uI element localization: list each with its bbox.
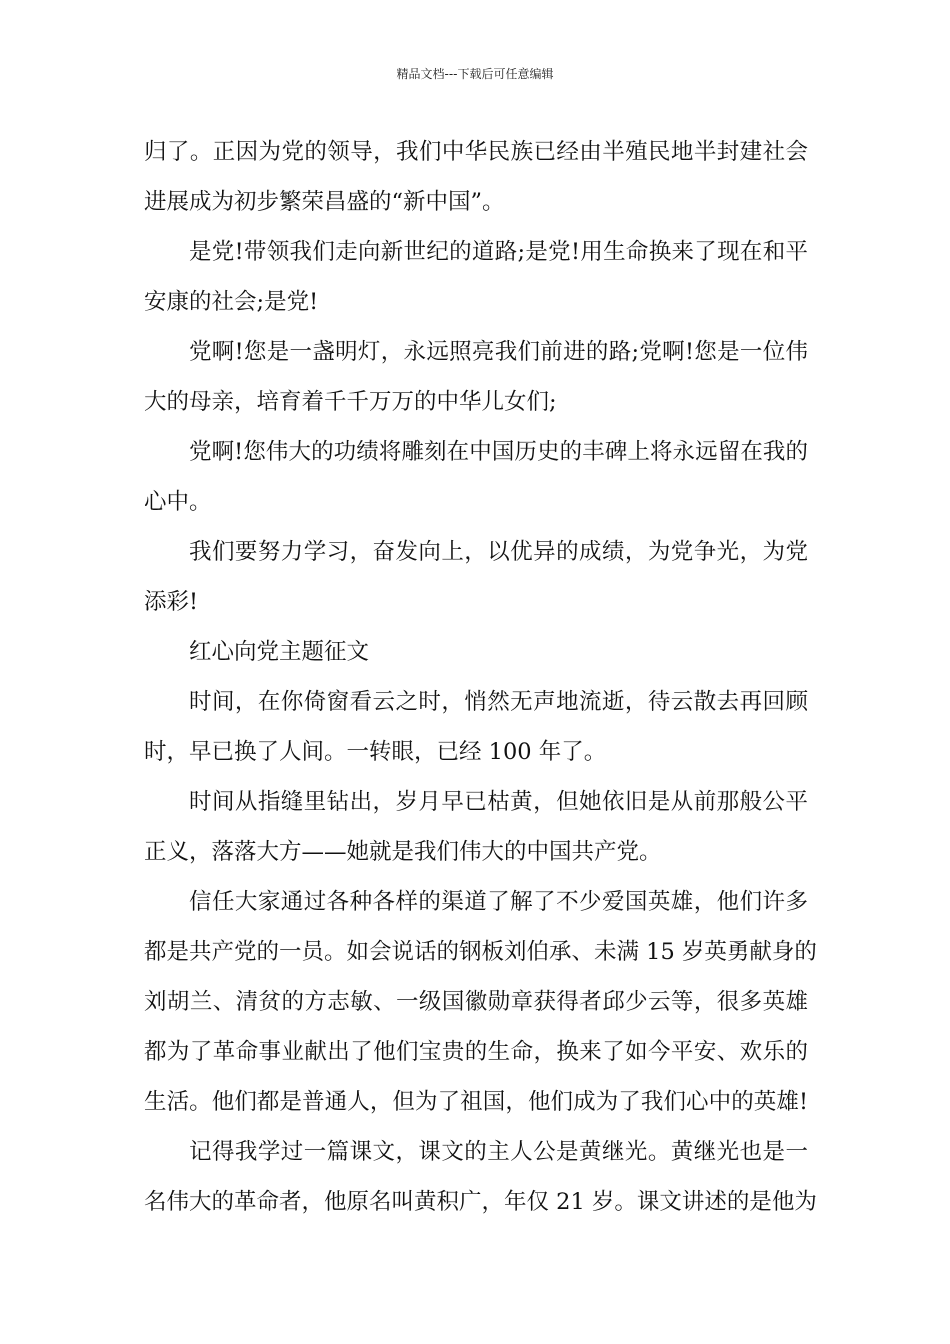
- text-line: 刘胡兰、清贫的方志敏、一级国徽勋章获得者邱少云等，很多英雄: [144, 989, 808, 1015]
- text-line: 党啊!您是一盏明灯，永远照亮我们前进的路;党啊!您是一位伟: [189, 339, 808, 365]
- text-line: 都是共产党的一员。如会说话的钢板刘伯承、未满 15 岁英勇献身的: [144, 939, 817, 965]
- text-line: 正义，落落大方——她就是我们伟大的中国共产党。: [144, 839, 662, 865]
- page-header: 精品文档---下载后可任意编辑: [396, 67, 554, 81]
- document-body: [144, 127, 817, 1227]
- text-line: 是党!带领我们走向新世纪的道路;是党!用生命换来了现在和平: [189, 239, 808, 265]
- text-line: 党啊!您伟大的功绩将雕刻在中国历史的丰碑上将永远留在我的: [189, 439, 808, 465]
- text-line: 信任大家通过各种各样的渠道了解了不少爱国英雄，他们许多: [189, 889, 808, 915]
- text-line: 我们要努力学习，奋发向上，以优异的成绩，为党争光，为党: [189, 539, 808, 565]
- text-line: 红心向党主题征文: [189, 639, 370, 665]
- text-line: 时，早已换了人间。一转眼，已经 100 年了。: [144, 739, 607, 765]
- text-line: 生活。他们都是普通人，但为了祖国，他们成为了我们心中的英雄!: [144, 1089, 808, 1115]
- text-line: 进展成为初步繁荣昌盛的“新中国”。: [144, 189, 505, 215]
- text-line: 归了。正因为党的领导，我们中华民族已经由半殖民地半封建社会: [144, 139, 808, 165]
- text-line: 时间，在你倚窗看云之时，悄然无声地流逝，待云散去再回顾: [189, 689, 808, 715]
- text-line: 记得我学过一篇课文，课文的主人公是黄继光。黄继光也是一: [189, 1139, 808, 1165]
- text-line: 心中。: [144, 489, 212, 515]
- text-line: 大的母亲，培育着千千万万的中华儿女们;: [144, 389, 557, 415]
- text-line: 安康的社会;是党!: [144, 289, 319, 315]
- text-line: 添彩!: [144, 589, 199, 615]
- text-line: 时间从指缝里钻出，岁月早已枯黄，但她依旧是从前那般公平: [189, 789, 808, 815]
- text-line: 名伟大的革命者，他原名叫黄积广，年仅 21 岁。课文讲述的是他为: [144, 1189, 817, 1215]
- text-line: 都为了革命事业献出了他们宝贵的生命，换来了如今平安、欢乐的: [144, 1039, 808, 1065]
